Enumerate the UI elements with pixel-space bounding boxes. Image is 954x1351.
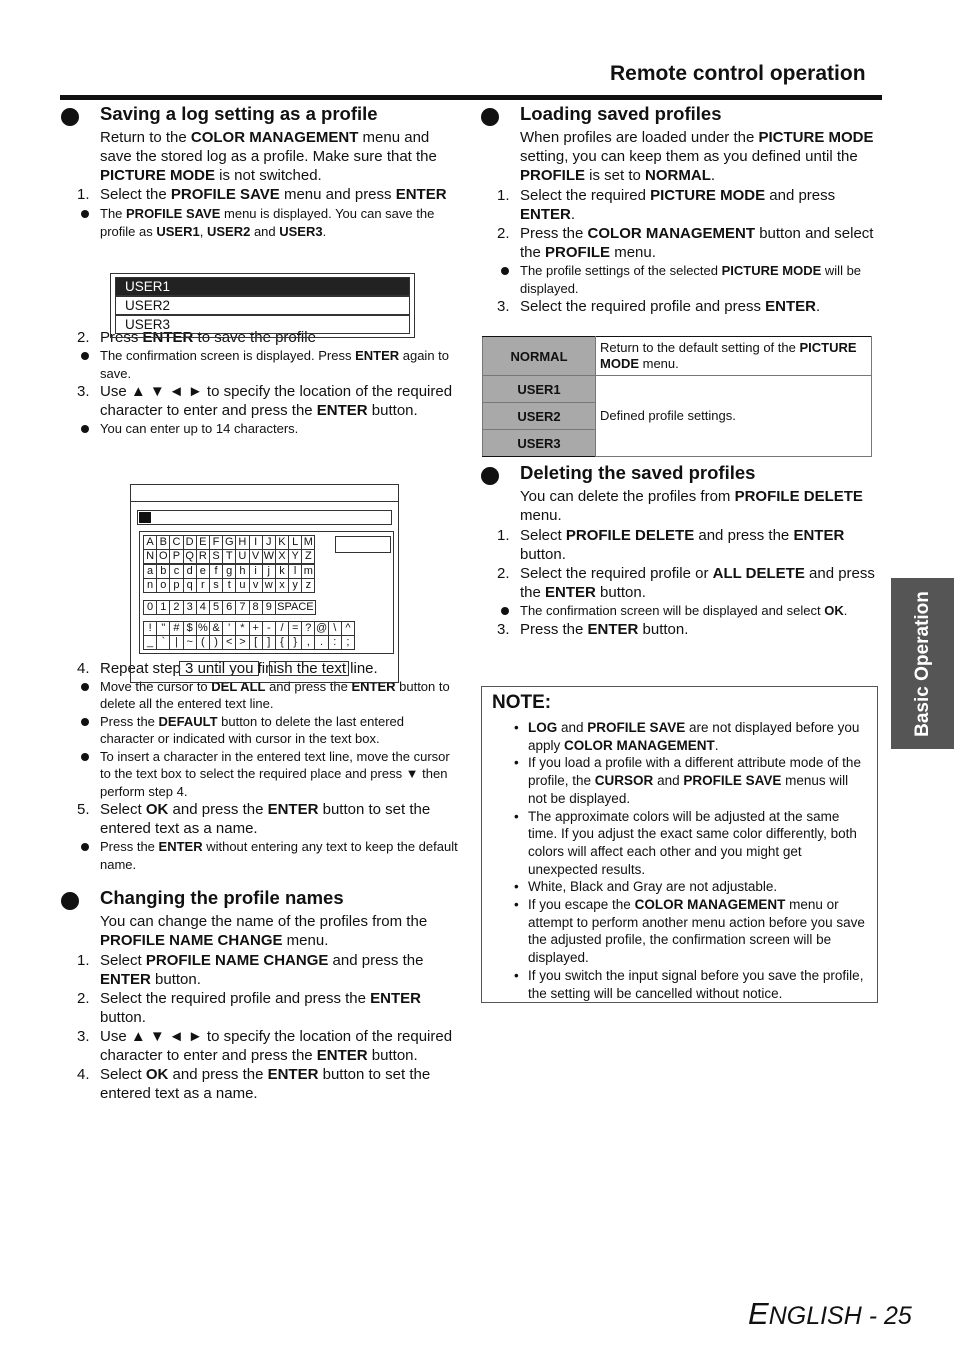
character-entry-screen: [130, 484, 399, 683]
key-row: [143, 600, 315, 615]
character-key[interactable]: Q: [183, 549, 197, 564]
step-3: 3. Use ▲ ▼ ◄ ► to specify the location of the required character to enter and press the ENTER button.: [77, 1028, 453, 1064]
character-key[interactable]: !: [143, 621, 157, 636]
character-key[interactable]: b: [156, 564, 170, 579]
section-title: Deleting the saved profiles: [520, 462, 756, 483]
character-key[interactable]: K: [275, 535, 289, 550]
step-note: The PROFILE SAVE menu is displayed. You can save the profile as USER1, USER2 and USER3.: [100, 205, 460, 240]
character-key[interactable]: 1: [156, 600, 170, 615]
step-3: 3. Select the required profile and press ENTER.: [497, 298, 821, 315]
step-3: 3. Use ▲ ▼ ◄ ► to specify the location of the required character to enter and press the ENTER button. You can enter up to 14 characters.: [100, 382, 460, 438]
step-note: Press the DEFAULT button to delete the last entered character or indicated with cursor in the text box.: [100, 713, 460, 748]
character-key[interactable]: 4: [196, 600, 210, 615]
character-key[interactable]: ': [222, 621, 236, 636]
character-key[interactable]: r: [196, 578, 210, 593]
character-key[interactable]: S: [209, 549, 223, 564]
note-item: • If you escape the COLOR MANAGEMENT menu or attempt to perform another menu action before you save the adjusted profile, the confirmation screen will be displayed.: [528, 896, 867, 967]
character-key[interactable]: <: [222, 635, 236, 650]
character-key[interactable]: ,: [301, 635, 315, 650]
character-key[interactable]: \: [328, 621, 342, 636]
character-key[interactable]: u: [235, 578, 249, 593]
character-key[interactable]: R: [196, 549, 210, 564]
character-key[interactable]: Y: [288, 549, 302, 564]
key-row: [143, 535, 314, 550]
character-key[interactable]: ~: [183, 635, 197, 650]
profile-table: [482, 336, 872, 457]
note-item: • White, Black and Gray are not adjustable.: [528, 878, 867, 896]
steps-list: [497, 186, 880, 316]
key-row: [143, 564, 314, 579]
character-key[interactable]: %: [196, 621, 210, 636]
character-key[interactable]: J: [262, 535, 276, 550]
section-title: Saving a log setting as a profile: [100, 103, 378, 124]
character-key[interactable]: P: [169, 549, 183, 564]
step-note: The confirmation screen is displayed. Press ENTER again to save.: [100, 347, 460, 382]
text-entry-field[interactable]: [137, 510, 392, 525]
step-2: 2. Press ENTER to save the profile The confirmation screen is displayed. Press ENTER again to save.: [100, 328, 460, 382]
screen-title-bar: [130, 484, 399, 502]
character-key[interactable]: 3: [183, 600, 197, 615]
chapter-tab-label: Basic Operation: [911, 590, 933, 737]
note-title: NOTE:: [492, 692, 552, 713]
step-2: 2. Select the required profile and press the ENTER button.: [77, 990, 422, 1026]
character-key[interactable]: N: [143, 549, 157, 564]
character-key[interactable]: a: [143, 564, 157, 579]
character-key[interactable]: ^: [341, 621, 355, 636]
character-key[interactable]: F: [209, 535, 223, 550]
character-key[interactable]: T: [222, 549, 236, 564]
character-key[interactable]: =: [288, 621, 302, 636]
character-key[interactable]: +: [249, 621, 263, 636]
table-key: USER1: [483, 376, 596, 403]
table-value: Defined profile settings.: [596, 376, 872, 457]
side-box: [335, 536, 391, 553]
step-2: 2. Press the COLOR MANAGEMENT button and select the PROFILE menu. The profile settings of the selected PICTURE MODE will be displayed.: [520, 224, 880, 297]
character-grid: [139, 531, 394, 654]
step-note: The profile settings of the selected PICTURE MODE will be displayed.: [520, 262, 880, 297]
section-intro: You can change the name of the profiles from the PROFILE NAME CHANGE menu.: [100, 913, 428, 949]
character-key[interactable]: 7: [235, 600, 249, 615]
section-bullet-icon: [481, 108, 499, 126]
page-footer: ENGLISH - 25: [748, 1296, 912, 1331]
profile-save-menu: [110, 273, 415, 338]
steps-list: [77, 951, 460, 1103]
character-key[interactable]: {: [275, 635, 289, 650]
section-deleting-profiles: [480, 462, 880, 639]
ok-button[interactable]: [179, 661, 259, 676]
section-title: Loading saved profiles: [520, 103, 722, 124]
table-key: NORMAL: [483, 337, 596, 376]
character-key[interactable]: s: [209, 578, 223, 593]
header-rule: [60, 95, 882, 100]
key-row: [143, 635, 354, 650]
step-5: 5. Select OK and press the ENTER button to set the entered text as a name. Press the ENTER without entering any text to keep the default name.: [100, 800, 460, 873]
key-row: [143, 578, 314, 593]
character-key[interactable]: Z: [301, 549, 315, 564]
character-key[interactable]: W: [263, 550, 274, 562]
character-key[interactable]: ): [209, 635, 223, 650]
space-key[interactable]: SPACE: [275, 600, 316, 615]
character-key[interactable]: U: [235, 549, 249, 564]
character-key[interactable]: 6: [222, 600, 236, 615]
character-key[interactable]: I: [249, 535, 263, 550]
character-key[interactable]: $: [183, 621, 197, 636]
character-key[interactable]: B: [156, 535, 170, 550]
step-1: 1. Select PROFILE DELETE and press the ENTER button.: [497, 527, 845, 563]
table-key: USER2: [483, 403, 596, 430]
key-row: [143, 621, 354, 636]
character-key[interactable]: (: [196, 635, 210, 650]
character-key[interactable]: L: [288, 535, 302, 550]
key-row: [143, 549, 314, 564]
character-key[interactable]: 2: [169, 600, 183, 615]
note-list: [528, 719, 867, 1002]
character-key[interactable]: M: [301, 535, 315, 550]
text-cursor: [139, 512, 151, 523]
character-key[interactable]: p: [169, 578, 183, 593]
character-key[interactable]: 0: [143, 600, 157, 615]
profile-option-user2[interactable]: USER2: [115, 296, 410, 315]
step-4: 4. Repeat step 3 until you finish the text line. Move the cursor to DEL ALL and press the ENTER button to delete all the entered text line. Press the DEFAULT button to delete the last entered character or indicated with cursor in the text box. To insert a character in the entered text line, move the cursor to the text box to select the required place and press ▼ then perform step 4.: [100, 659, 460, 801]
character-key[interactable]: &: [209, 621, 223, 636]
character-key[interactable]: w: [262, 578, 276, 593]
character-key[interactable]: V: [249, 549, 263, 564]
character-key[interactable]: >: [235, 635, 249, 650]
section-bullet-icon: [61, 892, 79, 910]
character-key[interactable]: D: [183, 535, 197, 550]
note-box: [481, 686, 878, 1003]
section-title: Changing the profile names: [100, 887, 344, 908]
step-note: To insert a character in the entered text line, move the cursor to the text box to select the required place and press ▼ then perform step 4.: [100, 748, 460, 801]
table-key: USER3: [483, 430, 596, 457]
character-key[interactable]: h: [235, 564, 249, 579]
character-key[interactable]: x: [275, 578, 289, 593]
character-key[interactable]: ;: [341, 635, 355, 650]
table-row: [483, 376, 872, 403]
character-key[interactable]: _: [143, 635, 157, 650]
character-key[interactable]: g: [222, 564, 236, 579]
character-key[interactable]: H: [235, 535, 249, 550]
character-key[interactable]: l: [288, 564, 302, 579]
note-item: • If you switch the input signal before you save the profile, the setting will be cancelled without notice.: [528, 967, 867, 1002]
character-key[interactable]: y: [288, 578, 302, 593]
page-header: Remote control operation: [610, 62, 866, 85]
step-2: 2. Select the required profile or ALL DELETE and press the ENTER button. The confirmation screen will be displayed and select OK.: [520, 564, 880, 620]
table-value: Return to the default setting of the PICTURE MODE menu.: [596, 337, 872, 376]
section-bullet-icon: [481, 467, 499, 485]
character-key[interactable]: q: [183, 578, 197, 593]
character-key[interactable]: A: [143, 535, 157, 550]
step-4: 4. Select OK and press the ENTER button to set the entered text as a name.: [77, 1066, 431, 1102]
character-key[interactable]: @: [315, 622, 328, 634]
step-3: 3. Press the ENTER button.: [497, 620, 689, 638]
character-key[interactable]: o: [156, 578, 170, 593]
character-key[interactable]: z: [301, 578, 315, 593]
character-key[interactable]: c: [169, 564, 183, 579]
character-key[interactable]: 8: [249, 600, 263, 615]
section-intro: Return to the COLOR MANAGEMENT menu and save the stored log as a profile. Make sure that the PICTURE MODE is not switched.: [100, 129, 437, 184]
chapter-tab: [891, 578, 954, 749]
step-note: Move the cursor to DEL ALL and press the ENTER button to delete all the entered text line.: [100, 678, 460, 713]
character-key[interactable]: j: [262, 564, 276, 579]
character-key[interactable]: X: [275, 549, 289, 564]
character-key[interactable]: |: [169, 635, 183, 650]
section-loading-profiles: [480, 103, 880, 316]
character-key[interactable]: `: [156, 635, 170, 650]
character-key[interactable]: C: [169, 535, 183, 550]
step-note: The confirmation screen will be displayed and select OK.: [520, 602, 880, 620]
section-changing-names: [60, 887, 460, 1103]
character-key[interactable]: G: [222, 535, 236, 550]
section-bullet-icon: [61, 108, 79, 126]
character-key[interactable]: i: [249, 564, 263, 579]
character-key[interactable]: n: [143, 578, 157, 593]
character-key[interactable]: t: [222, 578, 236, 593]
character-key[interactable]: /: [275, 621, 289, 636]
character-key[interactable]: -: [262, 621, 276, 636]
character-key[interactable]: E: [196, 535, 210, 550]
character-key[interactable]: v: [249, 578, 263, 593]
cancel-button[interactable]: [269, 661, 349, 676]
character-key[interactable]: [: [249, 635, 263, 650]
character-key[interactable]: f: [209, 564, 223, 579]
section-intro: When profiles are loaded under the PICTURE MODE setting, you can keep them as you defined until the PROFILE is set to NORMAL.: [520, 129, 874, 184]
step-note: Press the ENTER without entering any text to keep the default name.: [100, 838, 460, 873]
character-key[interactable]: e: [196, 564, 210, 579]
character-key[interactable]: ": [156, 621, 170, 636]
character-key[interactable]: ?: [301, 621, 315, 636]
character-key[interactable]: ]: [262, 635, 276, 650]
character-key[interactable]: .: [314, 635, 328, 650]
profile-option-user3[interactable]: USER3: [115, 315, 410, 334]
note-item: • LOG and PROFILE SAVE are not displayed before you apply COLOR MANAGEMENT.: [528, 719, 867, 754]
character-key[interactable]: #: [169, 621, 183, 636]
table-row: [483, 337, 872, 376]
character-key[interactable]: 5: [209, 600, 223, 615]
note-item: • The approximate colors will be adjusted at the same time. If you adjust the exact same color differently, both colors will affect each other and you might get unexpected results.: [528, 808, 867, 879]
character-key[interactable]: k: [275, 564, 289, 579]
step-1: 1. Select the PROFILE SAVE menu and press ENTER The PROFILE SAVE menu is displayed. You can save the profile as USER1, USER2 and USER3.: [100, 185, 460, 240]
step-note: You can enter up to 14 characters.: [100, 420, 460, 438]
section-intro: You can delete the profiles from PROFILE DELETE menu.: [520, 488, 863, 524]
step-1: 1. Select PROFILE NAME CHANGE and press the ENTER button.: [77, 952, 424, 988]
character-key[interactable]: m: [301, 564, 315, 579]
profile-option-user1[interactable]: USER1: [115, 277, 410, 296]
character-key[interactable]: d: [183, 564, 197, 579]
character-key[interactable]: :: [328, 635, 342, 650]
steps-list: [497, 526, 880, 639]
character-key[interactable]: 9: [262, 600, 276, 615]
character-key[interactable]: O: [156, 549, 170, 564]
step-1: 1. Select the required PICTURE MODE and press ENTER.: [497, 187, 836, 223]
note-item: • If you load a profile with a different attribute mode of the profile, the CURSOR and PROFILE SAVE menus will not be displayed.: [528, 754, 867, 807]
character-key[interactable]: *: [235, 621, 249, 636]
character-key[interactable]: }: [288, 635, 302, 650]
